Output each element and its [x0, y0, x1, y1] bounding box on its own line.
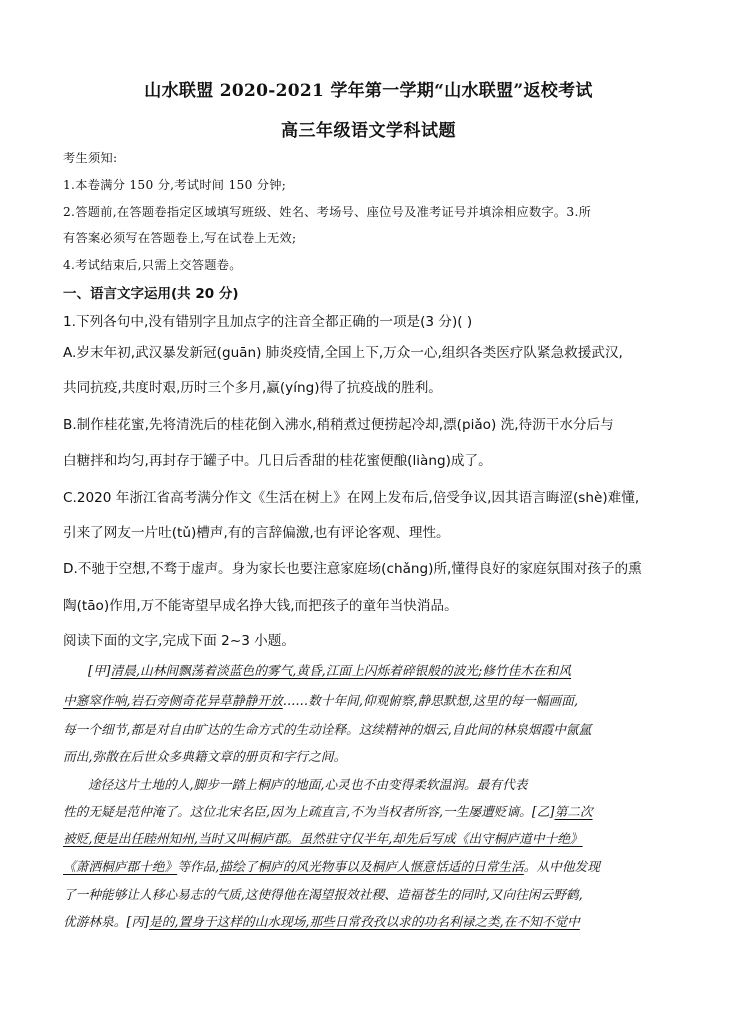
marker-yi: [乙] — [531, 804, 555, 819]
question-1: 1.下列各句中,没有错别字且加点字的注音全都正确的一项是(3 分)( ) — [63, 314, 473, 330]
passage-text: 。从中他发现 — [523, 859, 600, 874]
underlined-sentence-jia: 清晨,山林间飘荡着淡蓝色的雾气,黄昏,江面上闪烁着碎银般的波光;修竹佳木在和风 — [110, 663, 572, 678]
marker-bing: [丙] — [126, 914, 150, 929]
passage-p2-line-5: 了一种能够让人移心易志的气质,这使得他在渴望报效社稷、造福苍生的同时,又向往闲云野鹤, — [63, 887, 583, 902]
option-b-line-1: B.制作桂花蜜,先将清洗后的桂花倒入沸水,稍稍煮过便捞起冷却,漂(piǎo) 洗,待沥干水分后与 — [63, 417, 614, 433]
option-b-line-2: 白糖拌和均匀,再封存于罐子中。几日后香甜的桂花蜜便酿(liàng)成了。 — [63, 453, 492, 469]
underlined-title: 《萧洒桐庐郡十绝》 — [63, 859, 178, 874]
section-heading: 一、语言文字运用(共 20 分) — [63, 286, 239, 302]
passage-text: 性的无疑是范仲淹了。这位北宋名臣,因为上疏直言,不为当权者所容,一生屡遭贬谪。 — [63, 804, 532, 819]
passage-p1-line-2 — [63, 690, 578, 709]
option-c-line-2: 引来了网友一片吐(tǔ)槽声,有的言辞偏激,也有评论客观、理性。 — [63, 525, 450, 541]
passage-p2-line-4 — [63, 856, 600, 875]
notice-item-2: 2.答题前,在答题卷指定区域填写班级、姓名、考场号、座位号及准考证号并填涂相应数字。3.所 — [63, 205, 592, 219]
passage-p1-line-1 — [88, 660, 571, 679]
notice-item-2-cont: 有答案必须写在答题卷上,写在试卷上无效; — [63, 231, 297, 245]
option-c-line-1: C.2020 年浙江省高考满分作文《生活在树上》在网上发布后,倍受争议,因其语言晦涩(shè)难懂, — [63, 490, 640, 506]
reading-instruction: 阅读下面的文字,完成下面 2~3 小题。 — [63, 633, 295, 649]
passage-p2-line-2 — [63, 801, 593, 820]
notice-heading: 考生须知: — [63, 151, 118, 165]
passage-p2-line-6 — [63, 911, 580, 930]
option-a-line-2: 共同抗疫,共度时艰,历时三个多月,赢(yíng)得了抗疫战的胜利。 — [63, 380, 442, 396]
passage-p2-line-1: 途径这片土地的人,脚步一踏上桐庐的地面,心灵也不由变得柔软温润。最有代表 — [88, 777, 528, 792]
option-d-line-1: D.不驰于空想,不骛于虚声。身为家长也要注意家庭场(chǎng)所,懂得良好的家庭氛围对孩子的熏 — [63, 561, 642, 577]
passage-text: 等作品, — [177, 859, 220, 874]
notice-item-1: 1.本卷满分 150 分,考试时间 150 分钟; — [63, 178, 287, 192]
underlined-phrase: 描绘了桐庐的风光物事以及桐庐人惬意恬适的日常生活 — [219, 859, 524, 874]
underlined-sentence-jia-cont: 中窸窣作响,岩石旁侧奇花异草静静开放 — [63, 693, 283, 708]
passage-p2-line-3 — [63, 828, 583, 847]
passage-p1-line-4: 而出,弥散在后世众多典籍文章的册页和字行之间。 — [63, 749, 347, 764]
underlined-sentence-bing: 是的,置身于这样的山水现场,那些日常孜孜以求的功名利禄之类,在不知不觉中 — [149, 914, 580, 929]
option-d-line-2: 陶(tāo)作用,万不能寄望早成名挣大钱,而把孩子的童年当快消品。 — [63, 598, 458, 614]
passage-text: 优游林泉。 — [63, 914, 127, 929]
exam-title: 山水联盟 2020-2021 学年第一学期“山水联盟”返校考试 — [144, 81, 593, 101]
passage-p1-line-3: 每一个细节,都是对自由旷达的生命方式的生动诠释。这续精神的烟云,自此间的林泉烟霞中氤氲 — [63, 722, 592, 737]
underlined-sentence-yi: 第二次 — [554, 804, 593, 819]
passage-text: ……数十年间,仰观俯察,静思默想,这里的每一幅画面, — [282, 693, 578, 708]
exam-subtitle: 高三年级语文学科试题 — [281, 121, 456, 141]
option-a-line-1: A.岁末年初,武汉暴发新冠(guān) 肺炎疫情,全国上下,万众一心,组织各类医疗队紧急救援武汉, — [63, 345, 623, 361]
marker-jia: [甲] — [88, 663, 111, 678]
underlined-sentence-yi-cont: 被贬,便是出任睦州知州,当时又叫桐庐郡。虽然驻守仅半年,却先后写成《出守桐庐道中十绝》 — [63, 831, 583, 846]
notice-item-4: 4.考试结束后,只需上交答题卷。 — [63, 258, 242, 272]
